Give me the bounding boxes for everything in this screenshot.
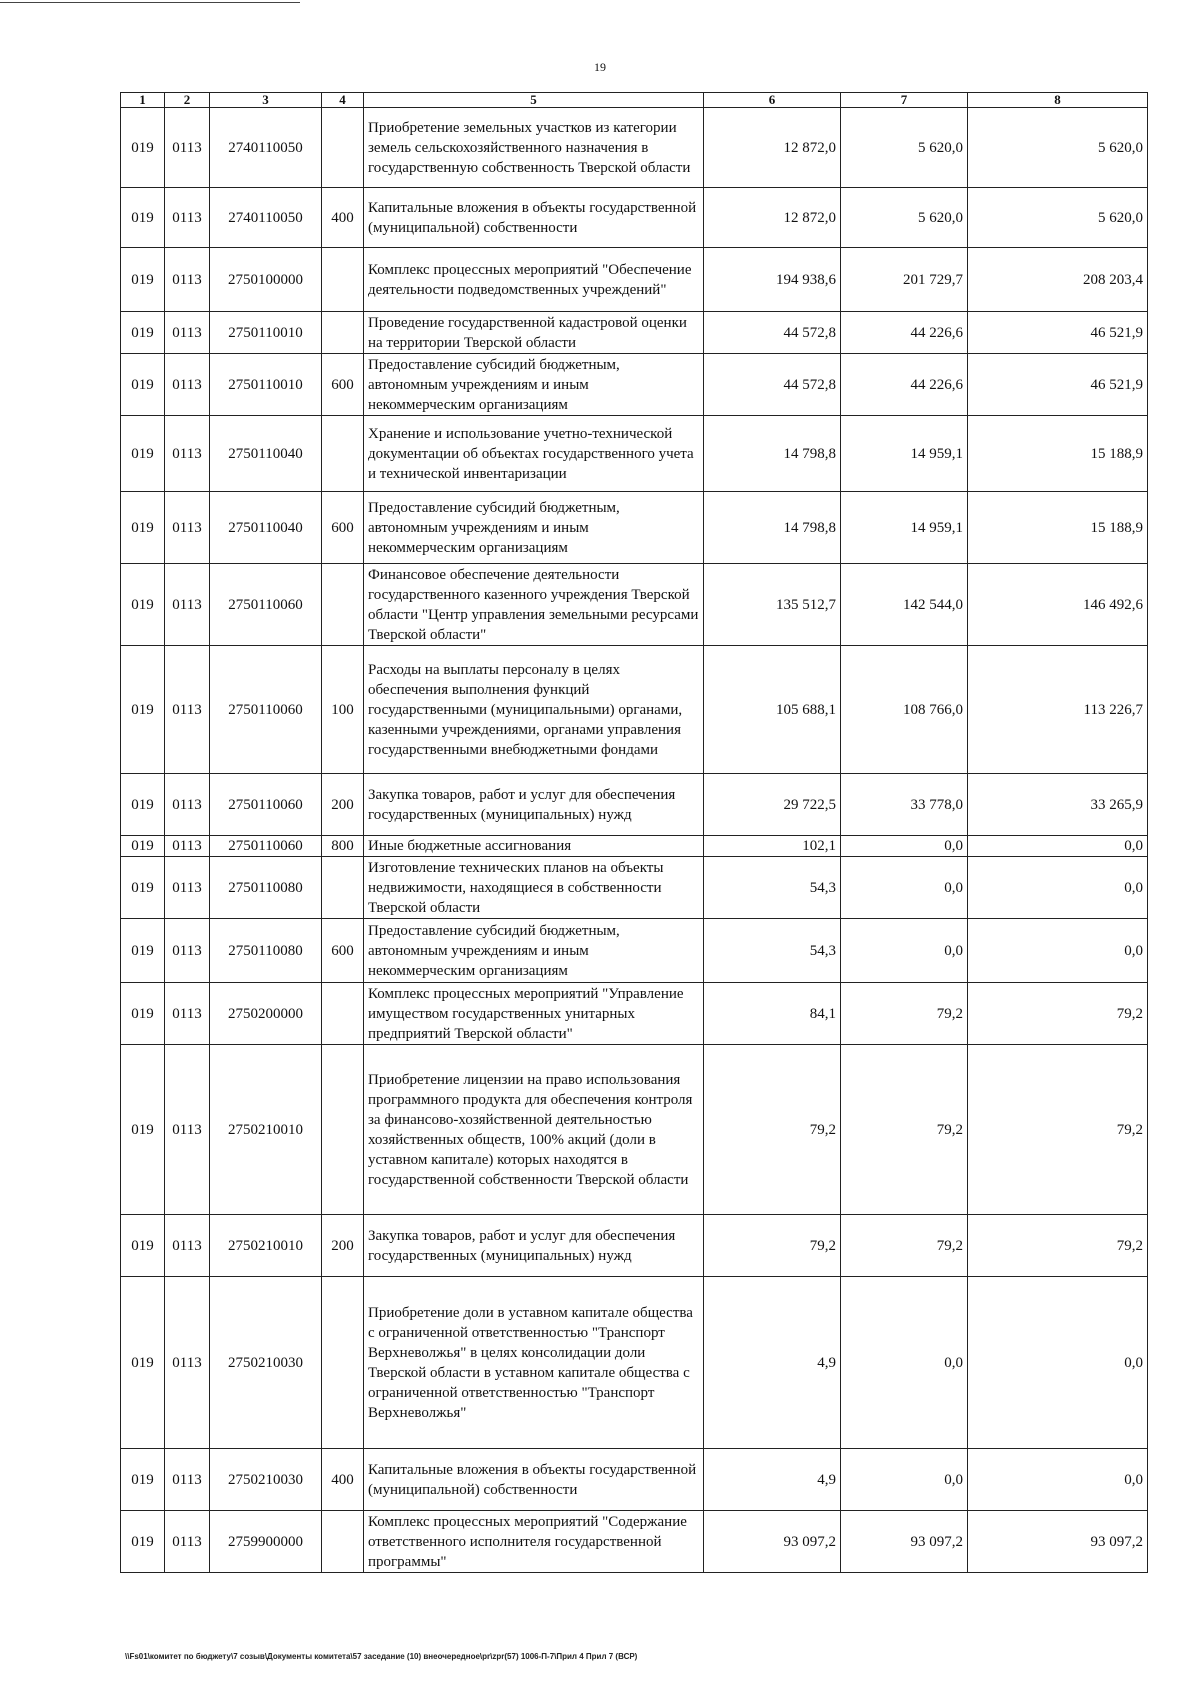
ministry-code: 019 bbox=[121, 857, 165, 919]
amount-year-3: 15 188,9 bbox=[968, 492, 1148, 564]
expense-type-code: 600 bbox=[322, 354, 364, 416]
target-article-code: 2750110060 bbox=[210, 836, 322, 857]
expense-type-code bbox=[322, 983, 364, 1045]
section-code: 0113 bbox=[165, 1277, 210, 1449]
amount-year-3: 0,0 bbox=[968, 1277, 1148, 1449]
amount-year-2: 142 544,0 bbox=[841, 564, 968, 646]
amount-year-2: 79,2 bbox=[841, 983, 968, 1045]
table-row bbox=[121, 1045, 1148, 1215]
target-article-code: 2750110040 bbox=[210, 416, 322, 492]
target-article-code: 2740110050 bbox=[210, 108, 322, 188]
amount-year-3: 208 203,4 bbox=[968, 248, 1148, 312]
amount-year-2: 5 620,0 bbox=[841, 108, 968, 188]
ministry-code: 019 bbox=[121, 312, 165, 354]
table-row bbox=[121, 492, 1148, 564]
description: Предоставление субсидий бюджетным, автономным учреждениям и иным некоммерческим организациям bbox=[364, 919, 704, 983]
amount-year-2: 44 226,6 bbox=[841, 312, 968, 354]
ministry-code: 019 bbox=[121, 492, 165, 564]
target-article-code: 2750110040 bbox=[210, 492, 322, 564]
ministry-code: 019 bbox=[121, 1215, 165, 1277]
column-header-8: 8 bbox=[968, 93, 1148, 108]
expense-type-code: 100 bbox=[322, 646, 364, 774]
ministry-code: 019 bbox=[121, 774, 165, 836]
amount-year-2: 0,0 bbox=[841, 1277, 968, 1449]
column-header-3: 3 bbox=[210, 93, 322, 108]
description: Предоставление субсидий бюджетным, автономным учреждениям и иным некоммерческим организациям bbox=[364, 492, 704, 564]
ministry-code: 019 bbox=[121, 1277, 165, 1449]
column-header-7: 7 bbox=[841, 93, 968, 108]
table-row bbox=[121, 1277, 1148, 1449]
table-row bbox=[121, 646, 1148, 774]
expense-type-code: 200 bbox=[322, 774, 364, 836]
amount-year-3: 79,2 bbox=[968, 1215, 1148, 1277]
amount-year-1: 84,1 bbox=[704, 983, 841, 1045]
description: Комплекс процессных мероприятий "Обеспечение деятельности подведомственных учреждений" bbox=[364, 248, 704, 312]
expense-type-code bbox=[322, 1045, 364, 1215]
expense-type-code: 800 bbox=[322, 836, 364, 857]
table-row bbox=[121, 983, 1148, 1045]
table-row bbox=[121, 564, 1148, 646]
column-header-1: 1 bbox=[121, 93, 165, 108]
amount-year-1: 93 097,2 bbox=[704, 1511, 841, 1573]
table-row bbox=[121, 1215, 1148, 1277]
target-article-code: 2750110060 bbox=[210, 564, 322, 646]
table-row bbox=[121, 188, 1148, 248]
description: Комплекс процессных мероприятий "Содержание ответственного исполнителя государственной программы" bbox=[364, 1511, 704, 1573]
amount-year-1: 79,2 bbox=[704, 1045, 841, 1215]
ministry-code: 019 bbox=[121, 416, 165, 492]
section-code: 0113 bbox=[165, 774, 210, 836]
amount-year-1: 4,9 bbox=[704, 1449, 841, 1511]
section-code: 0113 bbox=[165, 416, 210, 492]
description: Финансовое обеспечение деятельности государственного казенного учреждения Тверской области "Центр управления земельными ресурсами Тверской области" bbox=[364, 564, 704, 646]
expense-type-code: 600 bbox=[322, 919, 364, 983]
amount-year-2: 33 778,0 bbox=[841, 774, 968, 836]
amount-year-3: 0,0 bbox=[968, 1449, 1148, 1511]
amount-year-2: 0,0 bbox=[841, 836, 968, 857]
target-article-code: 2740110050 bbox=[210, 188, 322, 248]
amount-year-3: 146 492,6 bbox=[968, 564, 1148, 646]
description: Предоставление субсидий бюджетным, автономным учреждениям и иным некоммерческим организациям bbox=[364, 354, 704, 416]
ministry-code: 019 bbox=[121, 1449, 165, 1511]
ministry-code: 019 bbox=[121, 836, 165, 857]
expense-type-code: 400 bbox=[322, 1449, 364, 1511]
amount-year-2: 0,0 bbox=[841, 919, 968, 983]
amount-year-1: 14 798,8 bbox=[704, 416, 841, 492]
table-row bbox=[121, 248, 1148, 312]
amount-year-3: 5 620,0 bbox=[968, 108, 1148, 188]
ministry-code: 019 bbox=[121, 188, 165, 248]
amount-year-1: 102,1 bbox=[704, 836, 841, 857]
target-article-code: 2750110080 bbox=[210, 919, 322, 983]
table-body bbox=[121, 108, 1148, 1573]
amount-year-2: 201 729,7 bbox=[841, 248, 968, 312]
amount-year-3: 0,0 bbox=[968, 836, 1148, 857]
page-number: 19 bbox=[594, 60, 606, 74]
amount-year-3: 46 521,9 bbox=[968, 312, 1148, 354]
amount-year-2: 5 620,0 bbox=[841, 188, 968, 248]
column-header-5: 5 bbox=[364, 93, 704, 108]
target-article-code: 2750110080 bbox=[210, 857, 322, 919]
section-code: 0113 bbox=[165, 919, 210, 983]
top-border-line bbox=[0, 2, 300, 3]
amount-year-2: 79,2 bbox=[841, 1045, 968, 1215]
description: Закупка товаров, работ и услуг для обеспечения государственных (муниципальных) нужд bbox=[364, 774, 704, 836]
description: Капитальные вложения в объекты государственной (муниципальной) собственности bbox=[364, 188, 704, 248]
target-article-code: 2750110010 bbox=[210, 354, 322, 416]
description: Приобретение доли в уставном капитале общества с ограниченной ответственностью "Транспорт Верхневолжья" в целях консолидации доли Тверской области в уставном капитале общества с ограниченной ответственностью "Транспорт Верхневолжья" bbox=[364, 1277, 704, 1449]
amount-year-1: 44 572,8 bbox=[704, 354, 841, 416]
target-article-code: 2750200000 bbox=[210, 983, 322, 1045]
amount-year-1: 54,3 bbox=[704, 919, 841, 983]
expense-type-code bbox=[322, 1277, 364, 1449]
section-code: 0113 bbox=[165, 1045, 210, 1215]
description: Иные бюджетные ассигнования bbox=[364, 836, 704, 857]
table-row bbox=[121, 354, 1148, 416]
table-row bbox=[121, 919, 1148, 983]
ministry-code: 019 bbox=[121, 983, 165, 1045]
amount-year-3: 0,0 bbox=[968, 919, 1148, 983]
section-code: 0113 bbox=[165, 354, 210, 416]
ministry-code: 019 bbox=[121, 1511, 165, 1573]
expense-type-code bbox=[322, 312, 364, 354]
amount-year-3: 113 226,7 bbox=[968, 646, 1148, 774]
section-code: 0113 bbox=[165, 983, 210, 1045]
table-row bbox=[121, 836, 1148, 857]
description: Хранение и использование учетно-технической документации об объектах государственного учета и технической инвентаризации bbox=[364, 416, 704, 492]
section-code: 0113 bbox=[165, 248, 210, 312]
ministry-code: 019 bbox=[121, 108, 165, 188]
column-header-2: 2 bbox=[165, 93, 210, 108]
description: Капитальные вложения в объекты государственной (муниципальной) собственности bbox=[364, 1449, 704, 1511]
amount-year-2: 0,0 bbox=[841, 1449, 968, 1511]
table-row bbox=[121, 312, 1148, 354]
amount-year-1: 29 722,5 bbox=[704, 774, 841, 836]
expense-type-code bbox=[322, 416, 364, 492]
ministry-code: 019 bbox=[121, 248, 165, 312]
table-row bbox=[121, 1511, 1148, 1573]
target-article-code: 2750210010 bbox=[210, 1215, 322, 1277]
ministry-code: 019 bbox=[121, 1045, 165, 1215]
expense-type-code bbox=[322, 248, 364, 312]
target-article-code: 2750210010 bbox=[210, 1045, 322, 1215]
expense-type-code bbox=[322, 108, 364, 188]
amount-year-3: 15 188,9 bbox=[968, 416, 1148, 492]
amount-year-2: 79,2 bbox=[841, 1215, 968, 1277]
amount-year-3: 79,2 bbox=[968, 983, 1148, 1045]
description: Проведение государственной кадастровой оценки на территории Тверской области bbox=[364, 312, 704, 354]
amount-year-2: 0,0 bbox=[841, 857, 968, 919]
table-row bbox=[121, 857, 1148, 919]
target-article-code: 2750110060 bbox=[210, 646, 322, 774]
amount-year-1: 135 512,7 bbox=[704, 564, 841, 646]
column-header-6: 6 bbox=[704, 93, 841, 108]
section-code: 0113 bbox=[165, 836, 210, 857]
table-row bbox=[121, 774, 1148, 836]
section-code: 0113 bbox=[165, 312, 210, 354]
ministry-code: 019 bbox=[121, 919, 165, 983]
description: Закупка товаров, работ и услуг для обеспечения государственных (муниципальных) нужд bbox=[364, 1215, 704, 1277]
table-row bbox=[121, 416, 1148, 492]
amount-year-2: 14 959,1 bbox=[841, 416, 968, 492]
target-article-code: 2750110010 bbox=[210, 312, 322, 354]
amount-year-1: 194 938,6 bbox=[704, 248, 841, 312]
section-code: 0113 bbox=[165, 564, 210, 646]
amount-year-3: 93 097,2 bbox=[968, 1511, 1148, 1573]
expense-type-code bbox=[322, 564, 364, 646]
amount-year-3: 79,2 bbox=[968, 1045, 1148, 1215]
expense-type-code bbox=[322, 1511, 364, 1573]
description: Изготовление технических планов на объекты недвижимости, находящиеся в собственности Тверской области bbox=[364, 857, 704, 919]
section-code: 0113 bbox=[165, 857, 210, 919]
section-code: 0113 bbox=[165, 1511, 210, 1573]
table-row bbox=[121, 1449, 1148, 1511]
description: Приобретение земельных участков из категории земель сельскохозяйственного назначения в государственную собственность Тверской области bbox=[364, 108, 704, 188]
target-article-code: 2750110060 bbox=[210, 774, 322, 836]
ministry-code: 019 bbox=[121, 646, 165, 774]
expense-type-code: 400 bbox=[322, 188, 364, 248]
header-row bbox=[121, 93, 1148, 108]
expense-type-code bbox=[322, 857, 364, 919]
section-code: 0113 bbox=[165, 1215, 210, 1277]
target-article-code: 2750210030 bbox=[210, 1449, 322, 1511]
ministry-code: 019 bbox=[121, 564, 165, 646]
description: Приобретение лицензии на право использования программного продукта для обеспечения контроля за финансово-хозяйственной деятельностью хозяйственных обществ, 100% акций (доли в уставном капитале) которых находятся в государственной собственности Тверской области bbox=[364, 1045, 704, 1215]
amount-year-3: 33 265,9 bbox=[968, 774, 1148, 836]
section-code: 0113 bbox=[165, 188, 210, 248]
column-header-4: 4 bbox=[322, 93, 364, 108]
amount-year-3: 46 521,9 bbox=[968, 354, 1148, 416]
section-code: 0113 bbox=[165, 1449, 210, 1511]
section-code: 0113 bbox=[165, 108, 210, 188]
description: Комплекс процессных мероприятий "Управление имуществом государственных унитарных предприятий Тверской области" bbox=[364, 983, 704, 1045]
amount-year-3: 0,0 bbox=[968, 857, 1148, 919]
amount-year-2: 44 226,6 bbox=[841, 354, 968, 416]
amount-year-2: 14 959,1 bbox=[841, 492, 968, 564]
target-article-code: 2750210030 bbox=[210, 1277, 322, 1449]
amount-year-1: 79,2 bbox=[704, 1215, 841, 1277]
table-row bbox=[121, 108, 1148, 188]
amount-year-1: 14 798,8 bbox=[704, 492, 841, 564]
expense-type-code: 200 bbox=[322, 1215, 364, 1277]
description: Расходы на выплаты персоналу в целях обеспечения выполнения функций государственными (муниципальными) органами, казенными учреждениями, органами управления государственными внебюджетными фондами bbox=[364, 646, 704, 774]
amount-year-1: 4,9 bbox=[704, 1277, 841, 1449]
amount-year-1: 54,3 bbox=[704, 857, 841, 919]
ministry-code: 019 bbox=[121, 354, 165, 416]
section-code: 0113 bbox=[165, 492, 210, 564]
expense-type-code: 600 bbox=[322, 492, 364, 564]
file-path-footer: \\Fs01\комитет по бюджету\7 созыв\Документы комитета\57 заседание (10) внеочередное\pr\zpr(57) 1006-П-7\Прил 4 Прил 7 (ВСР) bbox=[125, 1652, 638, 1661]
amount-year-2: 93 097,2 bbox=[841, 1511, 968, 1573]
target-article-code: 2759900000 bbox=[210, 1511, 322, 1573]
amount-year-1: 12 872,0 bbox=[704, 108, 841, 188]
target-article-code: 2750100000 bbox=[210, 248, 322, 312]
amount-year-1: 44 572,8 bbox=[704, 312, 841, 354]
section-code: 0113 bbox=[165, 646, 210, 774]
budget-table bbox=[120, 92, 1148, 1573]
amount-year-3: 5 620,0 bbox=[968, 188, 1148, 248]
amount-year-1: 105 688,1 bbox=[704, 646, 841, 774]
amount-year-1: 12 872,0 bbox=[704, 188, 841, 248]
amount-year-2: 108 766,0 bbox=[841, 646, 968, 774]
